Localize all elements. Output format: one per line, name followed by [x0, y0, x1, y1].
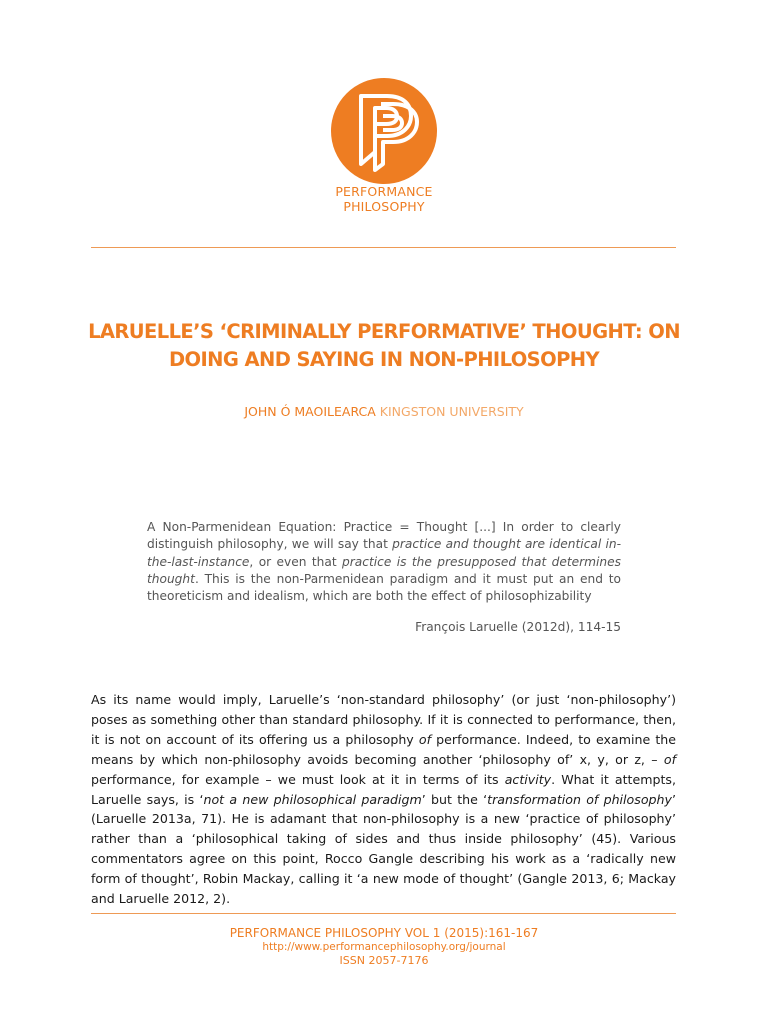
- footer: [0, 926, 768, 968]
- body-italic: of: [663, 751, 676, 767]
- header-rule: [91, 247, 676, 248]
- footer-journal: PERFORMANCE PHILOSOPHY VOL 1 (2015):161-167: [229, 926, 539, 940]
- title-line-2: DOING AND SAYING IN NON-PHILOSOPHY: [168, 348, 600, 371]
- author-affiliation: KINGSTON UNIVERSITY: [379, 404, 524, 419]
- title-line-1: LARUELLE’S ‘CRIMINALLY PERFORMATIVE’ THOUGHT: ON: [88, 320, 680, 343]
- epigraph-text: A Non-Parmenidean Equation: Practice = Thought [...] In order to clearly distinguish philosophy, we will say that: [147, 520, 621, 552]
- logo: [0, 78, 768, 214]
- body-italic: activity: [504, 771, 552, 787]
- body-text: ’ but the ‘: [421, 791, 488, 807]
- pp-logo-icon: [331, 78, 437, 184]
- logo-line-2: PHILOSOPHY: [343, 199, 425, 214]
- body-text: ’ (Laruelle 2013a, 71). He is adamant that non-philosophy is a new ‘practice of philosophy’ rather than a ‘philosophical taking of sides and thus inside philosophy’ (45). Various commentators agree on this point, Rocco Gangle describing his work as a ‘radically new form of thought’, Robin Mackay, calling it ‘a new mode of thought’ (Gangle 2013, 6; Mackay and Laruelle 2012, 2).: [91, 791, 676, 907]
- epigraph-citation: François Laruelle (2012d), 114-15: [415, 620, 621, 634]
- body-text: As its name would imply, Laruelle’s ‘non-standard philosophy’ (or just ‘non-philosophy’) poses as something other than standard philosophy. If it is connected to performance, then, it is not on account of its offering us a philosophy: [91, 692, 676, 747]
- footer-url-link[interactable]: http://www.performancephilosophy.org/journal: [262, 941, 506, 953]
- body-italic: transformation of philosophy: [487, 791, 672, 807]
- logo-line-1: PERFORMANCE: [335, 184, 433, 199]
- epigraph-italic: practice is the presupposed that determines thought: [147, 554, 621, 586]
- epigraph-text: , or even that: [249, 554, 343, 569]
- body-paragraph: [91, 690, 676, 909]
- body-text: performance, for example – we must look at it in terms of its: [91, 771, 505, 787]
- footer-issn: ISSN 2057-7176: [339, 954, 429, 967]
- article-title: [60, 318, 708, 374]
- footer-rule: [91, 913, 676, 914]
- author-line: [0, 404, 768, 419]
- epigraph-italic: practice and thought are identical in-the-last-instance: [147, 537, 621, 569]
- body-italic: not a new philosophical paradigm: [203, 791, 422, 807]
- body-text: . What it attempts, Laruelle says, is ‘: [91, 771, 676, 807]
- epigraph-text: . This is the non-Parmenidean paradigm and it must put an end to theoreticism and idealism, which are both the effect of philosophizability: [147, 571, 621, 604]
- author-name: JOHN Ó MAOILEARCA: [244, 404, 376, 419]
- epigraph: [147, 519, 621, 605]
- body-italic: of: [418, 731, 432, 747]
- body-text: performance. Indeed, to examine the means by which non-philosophy avoids becoming another ‘philosophy of’ x, y, or z, –: [91, 731, 676, 767]
